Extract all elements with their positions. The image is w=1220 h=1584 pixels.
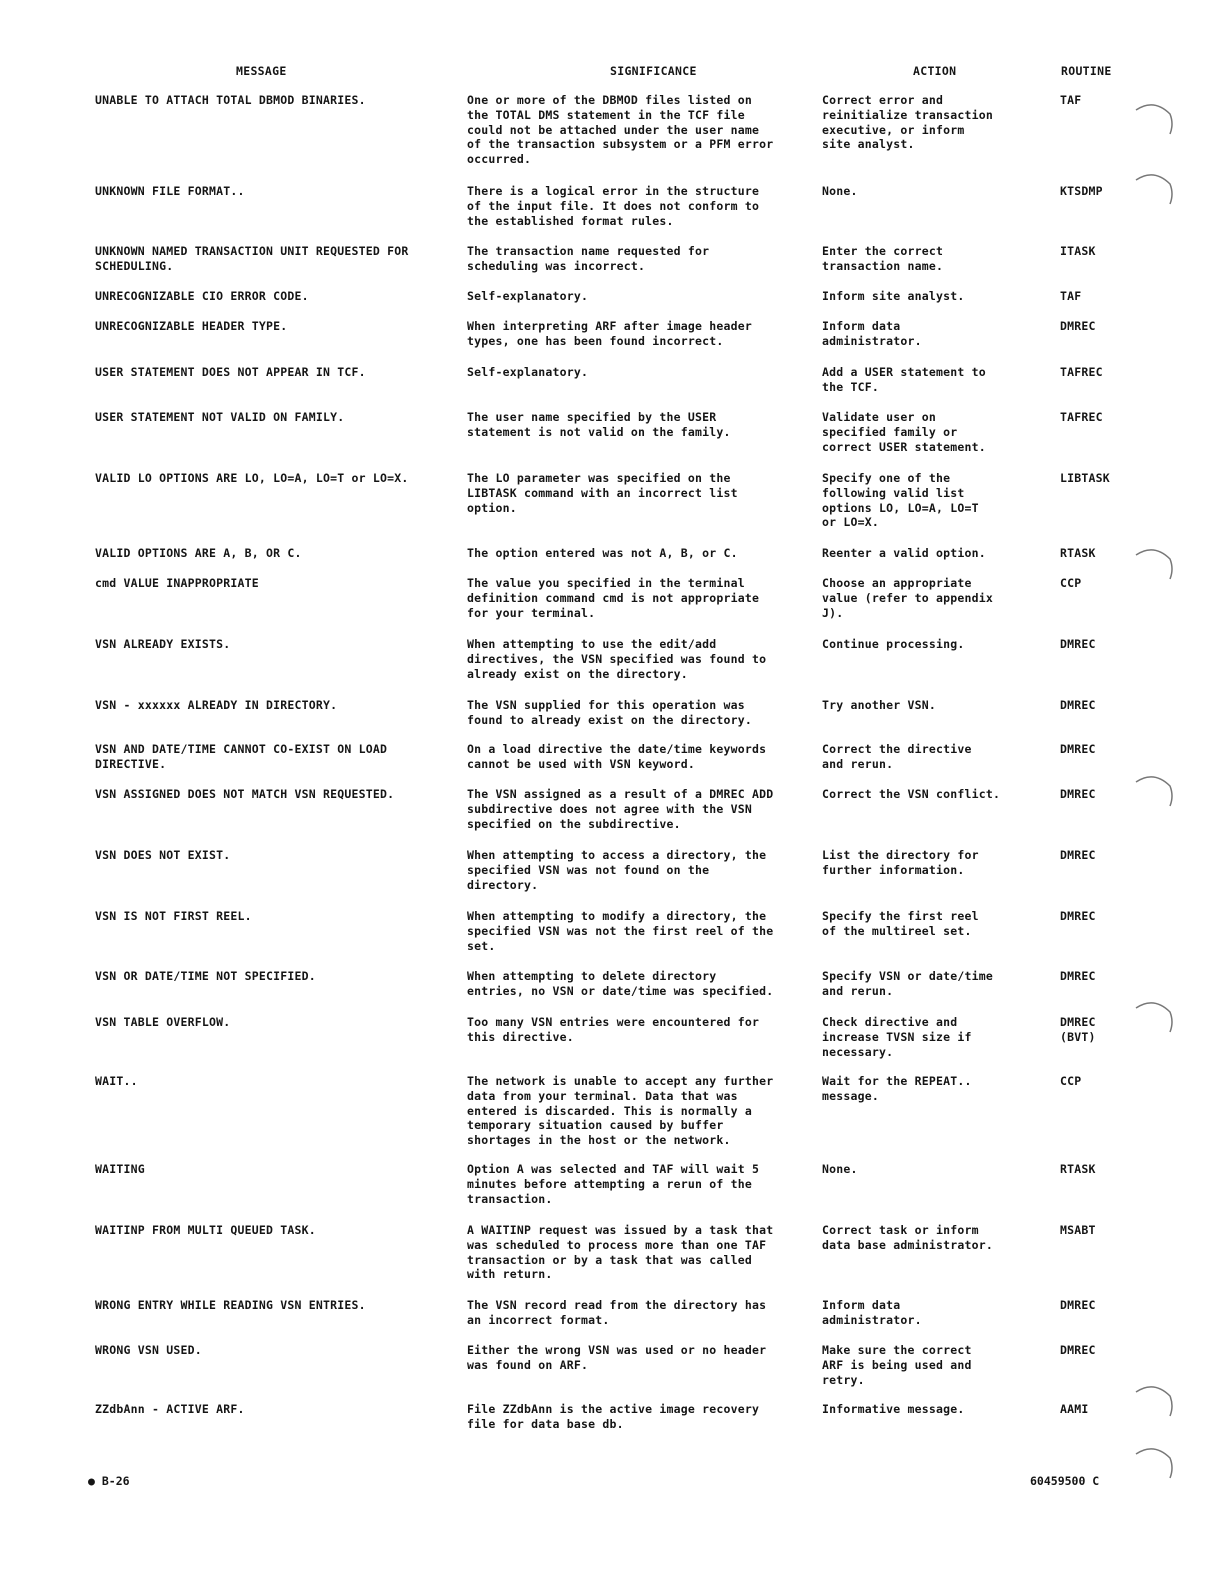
significance-text: On a load directive the date/time keywords cannot be used with VSN keyword. (467, 742, 767, 771)
routine-name: TAFREC (1060, 365, 1103, 379)
significance-text: Self-explanatory. (467, 365, 589, 379)
action-text: Validate user on specified family or correct USER statement. (822, 410, 986, 454)
routine-name: DMREC (1060, 698, 1096, 712)
significance-text: Too many VSN entries were encountered for this directive. (467, 1015, 760, 1044)
message-text: VSN TABLE OVERFLOW. (95, 1015, 231, 1029)
significance-text: The option entered was not A, B, or C. (467, 546, 738, 560)
column-header-significance: SIGNIFICANCE (610, 64, 697, 78)
action-text: Reenter a valid option. (822, 546, 986, 560)
binder-hole-mark (1132, 996, 1174, 1036)
action-text: Specify the first reel of the multireel set. (822, 909, 979, 938)
significance-text: The VSN assigned as a result of a DMREC ADD subdirective does not agree with the VSN specified on the subdirective. (467, 787, 774, 831)
action-text: None. (822, 1162, 858, 1176)
significance-text: One or more of the DBMOD files listed on the TOTAL DMS statement in the TCF file could not be attached under the user name of the transaction subsystem or a PFM error occurred. (467, 93, 774, 167)
significance-text: The network is unable to accept any further data from your terminal. Data that was entered is discarded. This is normally a temporary situation caused by buffer shortages in the host or the network. (467, 1074, 774, 1148)
significance-text: Option A was selected and TAF will wait 5 minutes before attempting a rerun of the transaction. (467, 1162, 760, 1206)
significance-text: The VSN record read from the directory has an incorrect format. (467, 1298, 767, 1327)
message-text: VSN - xxxxxx ALREADY IN DIRECTORY. (95, 698, 338, 712)
routine-name: AAMI (1060, 1402, 1089, 1416)
message-text: USER STATEMENT DOES NOT APPEAR IN TCF. (95, 365, 366, 379)
action-text: Make sure the correct ARF is being used and retry. (822, 1343, 972, 1387)
message-text: UNRECOGNIZABLE HEADER TYPE. (95, 319, 288, 333)
action-text: Informative message. (822, 1402, 965, 1416)
significance-text: When attempting to use the edit/add directives, the VSN specified was found to already exist on the directory. (467, 637, 767, 681)
message-text: VALID OPTIONS ARE A, B, OR C. (95, 546, 302, 560)
action-text: None. (822, 184, 858, 198)
significance-text: File ZZdbAnn is the active image recovery file for data base db. (467, 1402, 760, 1431)
routine-name: RTASK (1060, 1162, 1096, 1176)
message-text: WAITINP FROM MULTI QUEUED TASK. (95, 1223, 316, 1237)
routine-name: RTASK (1060, 546, 1096, 560)
action-text: Specify VSN or date/time and rerun. (822, 969, 993, 998)
routine-name: TAF (1060, 93, 1082, 107)
significance-text: A WAITINP request was issued by a task that was scheduled to process more than one TAF transaction or by a task that was called with return. (467, 1223, 774, 1282)
action-text: Correct error and reinitialize transaction executive, or inform site analyst. (822, 93, 993, 152)
significance-text: When attempting to access a directory, the specified VSN was not found on the directory. (467, 848, 767, 892)
message-text: WRONG ENTRY WHILE READING VSN ENTRIES. (95, 1298, 366, 1312)
message-text: ZZdbAnn - ACTIVE ARF. (95, 1402, 245, 1416)
message-text: UNRECOGNIZABLE CIO ERROR CODE. (95, 289, 309, 303)
message-text: VSN OR DATE/TIME NOT SPECIFIED. (95, 969, 316, 983)
message-text: cmd VALUE INAPPROPRIATE (95, 576, 259, 590)
action-text: Correct the directive and rerun. (822, 742, 972, 771)
action-text: Specify one of the following valid list options LO, LO=A, LO=T or LO=X. (822, 471, 979, 530)
binder-hole-mark (1132, 98, 1174, 138)
routine-name: DMREC (1060, 742, 1096, 756)
routine-name: TAF (1060, 289, 1082, 303)
action-text: Try another VSN. (822, 698, 936, 712)
message-text: VALID LO OPTIONS ARE LO, LO=A, LO=T or LO=X. (95, 471, 409, 485)
routine-name: ITASK (1060, 244, 1096, 258)
significance-text: The value you specified in the terminal definition command cmd is not appropriate for your terminal. (467, 576, 760, 620)
significance-text: Self-explanatory. (467, 289, 589, 303)
routine-name: DMREC (1060, 319, 1096, 333)
action-text: Inform site analyst. (822, 289, 965, 303)
action-text: Inform data administrator. (822, 1298, 922, 1327)
binder-hole-mark (1132, 1442, 1174, 1482)
routine-name: CCP (1060, 1074, 1082, 1088)
binder-hole-mark (1132, 168, 1174, 208)
message-text: UNKNOWN FILE FORMAT.. (95, 184, 245, 198)
message-text: UNKNOWN NAMED TRANSACTION UNIT REQUESTED FOR SCHEDULING. (95, 244, 409, 273)
action-text: Choose an appropriate value (refer to appendix J). (822, 576, 993, 620)
message-text: VSN ALREADY EXISTS. (95, 637, 231, 651)
message-text: VSN DOES NOT EXIST. (95, 848, 231, 862)
routine-name: MSABT (1060, 1223, 1096, 1237)
message-text: VSN IS NOT FIRST REEL. (95, 909, 252, 923)
routine-name: LIBTASK (1060, 471, 1110, 485)
page-number: ● B-26 (88, 1474, 130, 1488)
routine-name: DMREC (1060, 637, 1096, 651)
routine-name: DMREC (1060, 969, 1096, 983)
routine-name: TAFREC (1060, 410, 1103, 424)
action-text: Add a USER statement to the TCF. (822, 365, 986, 394)
binder-hole-mark (1132, 543, 1174, 583)
column-header-action: ACTION (913, 64, 957, 78)
action-text: Check directive and increase TVSN size if necessary. (822, 1015, 972, 1059)
action-text: Inform data administrator. (822, 319, 922, 348)
significance-text: When attempting to modify a directory, the specified VSN was not the first reel of the set. (467, 909, 774, 953)
action-text: Wait for the REPEAT.. message. (822, 1074, 972, 1103)
message-text: VSN AND DATE/TIME CANNOT CO-EXIST ON LOAD DIRECTIVE. (95, 742, 388, 771)
routine-name: CCP (1060, 576, 1082, 590)
significance-text: The VSN supplied for this operation was found to already exist on the directory. (467, 698, 752, 727)
binder-hole-mark (1132, 1380, 1174, 1420)
message-text: UNABLE TO ATTACH TOTAL DBMOD BINARIES. (95, 93, 366, 107)
message-text: VSN ASSIGNED DOES NOT MATCH VSN REQUESTED. (95, 787, 395, 801)
message-text: USER STATEMENT NOT VALID ON FAMILY. (95, 410, 345, 424)
significance-text: Either the wrong VSN was used or no header was found on ARF. (467, 1343, 767, 1372)
significance-text: The LO parameter was specified on the LIBTASK command with an incorrect list option. (467, 471, 738, 515)
action-text: List the directory for further information. (822, 848, 979, 877)
action-text: Correct the VSN conflict. (822, 787, 1001, 801)
significance-text: The transaction name requested for scheduling was incorrect. (467, 244, 710, 273)
routine-name: DMREC (1060, 787, 1096, 801)
action-text: Enter the correct transaction name. (822, 244, 944, 273)
message-text: WRONG VSN USED. (95, 1343, 202, 1357)
routine-name: DMREC (1060, 1343, 1096, 1357)
message-text: WAIT.. (95, 1074, 138, 1088)
routine-name: DMREC (1060, 1298, 1096, 1312)
significance-text: There is a logical error in the structure of the input file. It does not conform to the established format rules. (467, 184, 760, 228)
routine-name: DMREC (BVT) (1060, 1015, 1096, 1044)
routine-name: KTSDMP (1060, 184, 1103, 198)
column-header-message: MESSAGE (236, 64, 287, 78)
binder-hole-mark (1132, 770, 1174, 810)
significance-text: When interpreting ARF after image header types, one has been found incorrect. (467, 319, 752, 348)
action-text: Continue processing. (822, 637, 965, 651)
column-header-routine: ROUTINE (1061, 64, 1112, 78)
significance-text: The user name specified by the USER statement is not valid on the family. (467, 410, 731, 439)
action-text: Correct task or inform data base administrator. (822, 1223, 993, 1252)
routine-name: DMREC (1060, 848, 1096, 862)
message-text: WAITING (95, 1162, 145, 1176)
significance-text: When attempting to delete directory entries, no VSN or date/time was specified. (467, 969, 774, 998)
document-number: 60459500 C (1030, 1474, 1100, 1488)
routine-name: DMREC (1060, 909, 1096, 923)
